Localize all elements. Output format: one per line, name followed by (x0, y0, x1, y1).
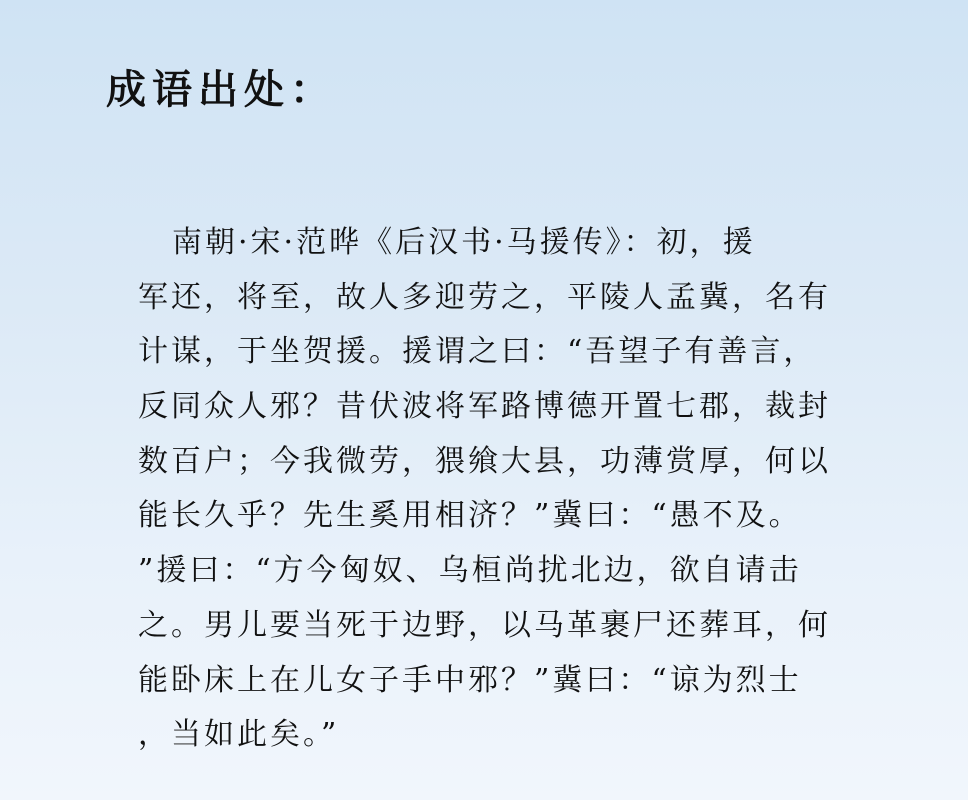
paragraph-line: 反同众人邪？昔伏波将军路博德开置七郡，裁封 (138, 389, 831, 425)
paragraph-line: ”援曰：“方今匈奴、乌桓尚扰北边，欲自请击 (138, 553, 802, 589)
paragraph-line: 能卧床上在儿女子手中邪？”冀曰：“谅为烈士 (138, 662, 802, 698)
source-paragraph (138, 216, 858, 763)
paragraph-line: 之。男儿要当死于边野，以马革裹尸还葬耳，何 (138, 607, 831, 643)
paragraph-line: 军还，将至，故人多迎劳之，平陵人孟冀，名有 (138, 279, 831, 315)
paragraph-line: 计谋，于坐贺援。援谓之曰：“吾望子有善言， (138, 334, 817, 370)
paragraph-line: 南朝·宋·范晔《后汉书·马援传》：初，援 (172, 225, 756, 260)
paragraph-line: 能长久乎？先生奚用相济？”冀曰：“愚不及。 (138, 498, 802, 534)
section-heading: 成语出处： (106, 66, 336, 113)
paragraph-line: 数百户；今我微劳，猥飨大县，功薄赏厚，何以 (138, 443, 831, 479)
paragraph-line: ，当如此矣。” (138, 717, 340, 753)
